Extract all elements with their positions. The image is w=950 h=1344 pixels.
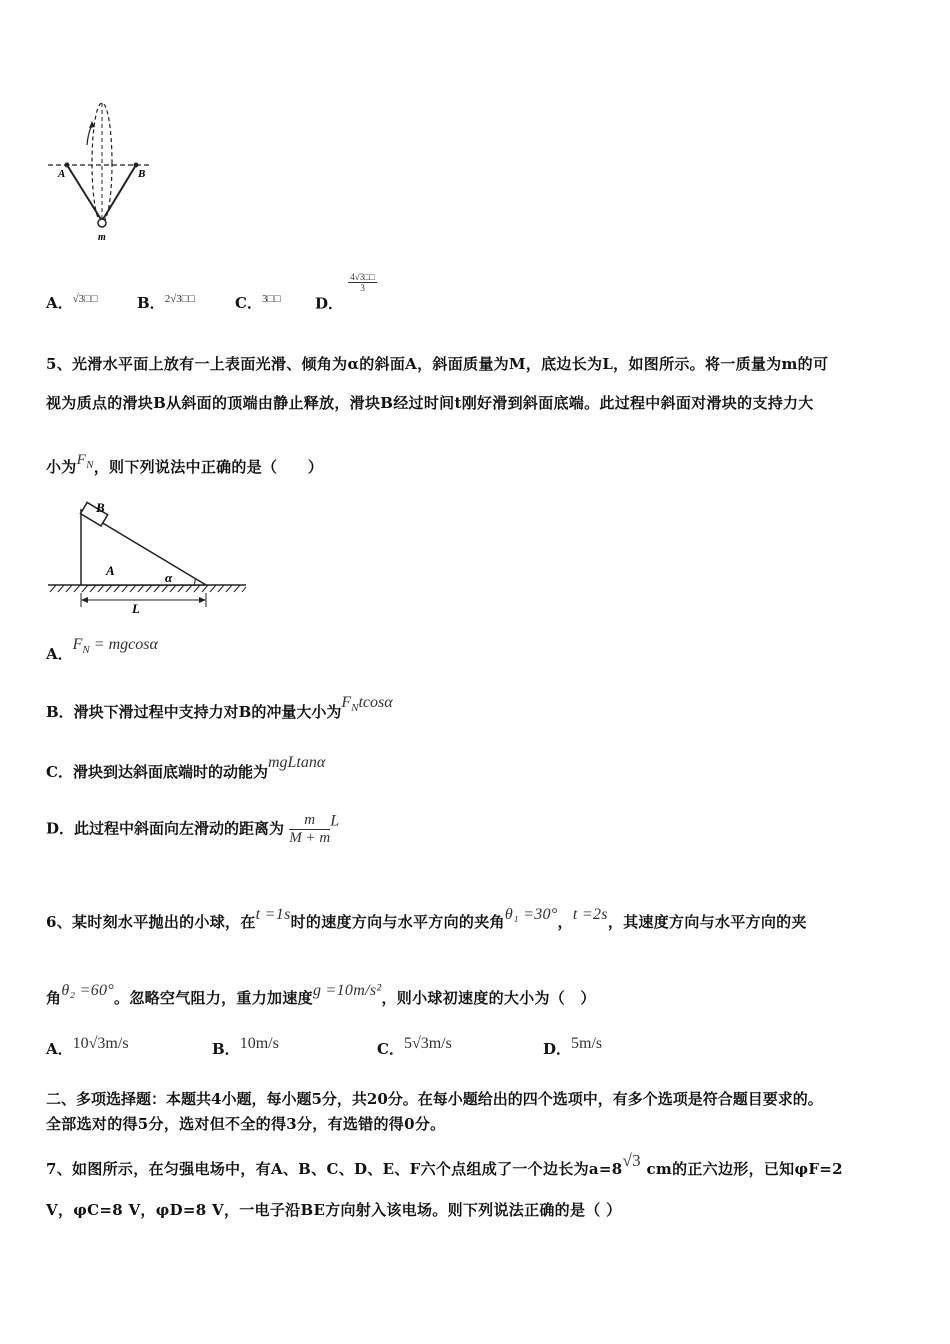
q5-d-fraction: $\frac{m}{M + m}$ [289,812,331,846]
point-b [134,163,139,168]
label-m: m [98,232,106,243]
incline-figure [44,495,254,620]
section-2-heading-line-2: 全部选对的得5分，选对但不全的得3分，有选错的得0分。 [46,1115,446,1133]
dimension-arrow-left-icon [81,597,88,603]
label-b: B [138,168,146,180]
q5-option-b[interactable]: B．滑块下滑过程中支持力对B的冲量大小为$F_Ntcos\alpha$ [46,694,393,721]
q7-line-2: V，φC=8 V，φD=8 V，一电子沿BE方向射入该电场。则下列说法正确的是（ ） [46,1201,622,1219]
q4-option-a[interactable]: A．$^{√3□□}$ [46,293,98,312]
q6-option-b[interactable]: B．10m/s [212,1035,279,1058]
q5-option-c[interactable]: C．滑块到达斜面底端时的动能为mgLtanα [46,754,326,781]
q5-line-3: 小为$F_N$，则下列说法中正确的是（ ） [46,452,324,476]
q4-option-c[interactable]: C．$^{3□□}$ [235,293,281,312]
arrow-path [87,125,92,145]
string-a [67,165,102,221]
dimension-arrow-right-icon [199,597,206,603]
pendulum-figure [40,95,160,245]
label-l: L [132,601,140,616]
q5-line-1: 5、光滑水平面上放有一上表面光滑、倾角为α的斜面A，斜面质量为M，底边长为L，如图所示。将一质量为m的可 [46,355,829,373]
label-a: A [106,563,115,578]
q6-line-1: 6、某时刻水平抛出的小球，在t =1s时的速度方向与水平方向的夹角θ₁ =30°，t =2s，其速度方向与水平方向的夹 [46,906,807,931]
q4-d-fraction: $\frac{4√3□□}{3}$ [350,272,376,293]
q7-line-1: 7、如图所示，在匀强电场中，有A、B、C、D、E、F六个点组成了一个边长为a=8√3 cm的正六边形，已知φF=2 [46,1151,843,1178]
q5-line-2: 视为质点的滑块B从斜面的顶端由静止释放，滑块B经过时间t刚好滑到斜面底端。此过程中斜面对滑块的支持力大 [46,394,814,412]
point-a [65,163,70,168]
q6-line-2: 角θ₂ =60°。忽略空气阻力，重力加速度g =10m/s²，则小球初速度的大小为（ ） [46,982,596,1007]
q6-option-c[interactable]: C．5√3m/s [377,1035,452,1058]
label-b: B [96,500,105,515]
q5-option-d[interactable]: D．此过程中斜面向左滑动的距离为 $\frac{m}{M + m}$ L [46,812,340,846]
q5-option-a[interactable]: A．$F_N = mgcos\alpha$ [46,636,158,663]
section-2-heading-line-1: 二、多项选择题：本题共4小题，每小题5分，共20分。在每小题给出的四个选项中，有多个选项是符合题目要求的。 [46,1090,823,1108]
q4-option-b[interactable]: B．$^{2√3□□}$ [137,293,196,312]
ground-hatching [50,585,246,592]
q4-option-d[interactable]: D． $\frac{4√3□□}{3}$ [315,272,376,313]
label-a: A [58,168,66,180]
label-alpha: α [165,570,173,585]
bob-m [98,219,106,227]
q6-option-d[interactable]: D．5m/s [543,1035,603,1058]
q6-option-a[interactable]: A．10√3m/s [46,1035,129,1058]
